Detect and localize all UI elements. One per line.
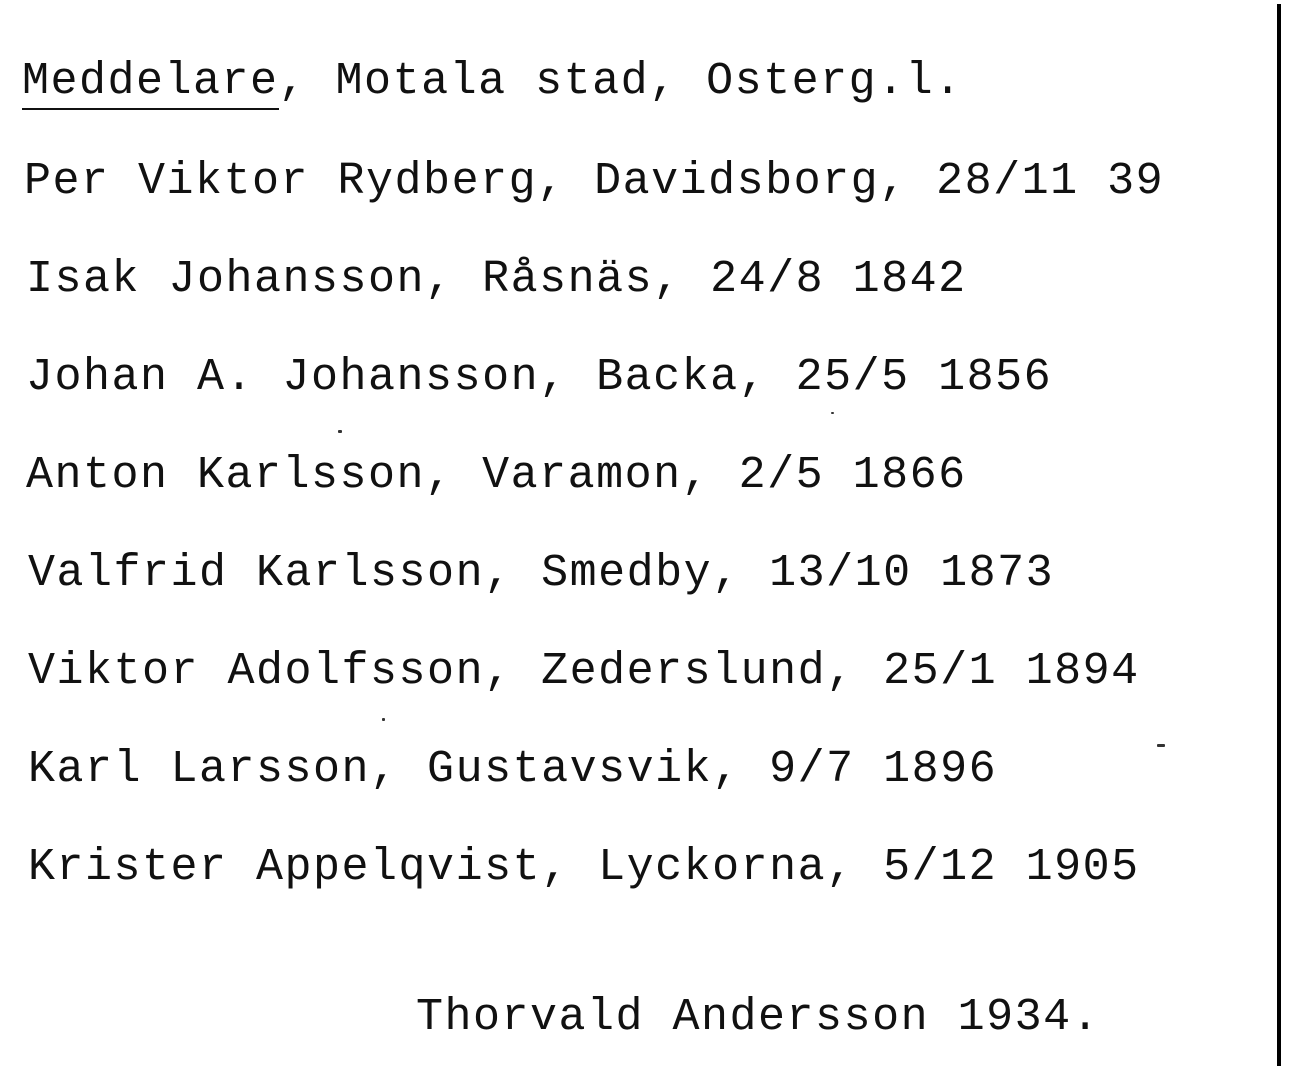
- entry-line-1: Per Viktor Rydberg, Davidsborg, 28/11 39: [24, 156, 1165, 207]
- entry-line-3: Johan A. Johansson, Backa, 25/5 1856: [26, 352, 1053, 403]
- signature-line: Thorvald Andersson 1934.: [416, 992, 1101, 1043]
- entry-line-4: Anton Karlsson, Varamon, 2/5 1866: [26, 450, 967, 501]
- entry-line-8: Krister Appelqvist, Lyckorna, 5/12 1905: [28, 842, 1140, 893]
- entry-line-5: Valfrid Karlsson, Smedby, 13/10 1873: [28, 548, 1055, 599]
- entry-line-6: Viktor Adolfsson, Zederslund, 25/1 1894: [28, 646, 1140, 697]
- entry-line-7: Karl Larsson, Gustavsvik, 9/7 1896: [28, 744, 998, 795]
- ink-speck: [1157, 744, 1165, 747]
- ink-speck: [382, 718, 385, 721]
- header-line: [22, 56, 963, 107]
- ink-speck: [338, 430, 342, 433]
- header-label: Meddelare: [22, 56, 279, 110]
- ink-speck: [831, 412, 834, 414]
- card-right-edge: [1277, 4, 1281, 1066]
- header-location: , Motala stad, Osterg.l.: [278, 56, 963, 107]
- entry-line-2: Isak Johansson, Råsnäs, 24/8 1842: [26, 254, 967, 305]
